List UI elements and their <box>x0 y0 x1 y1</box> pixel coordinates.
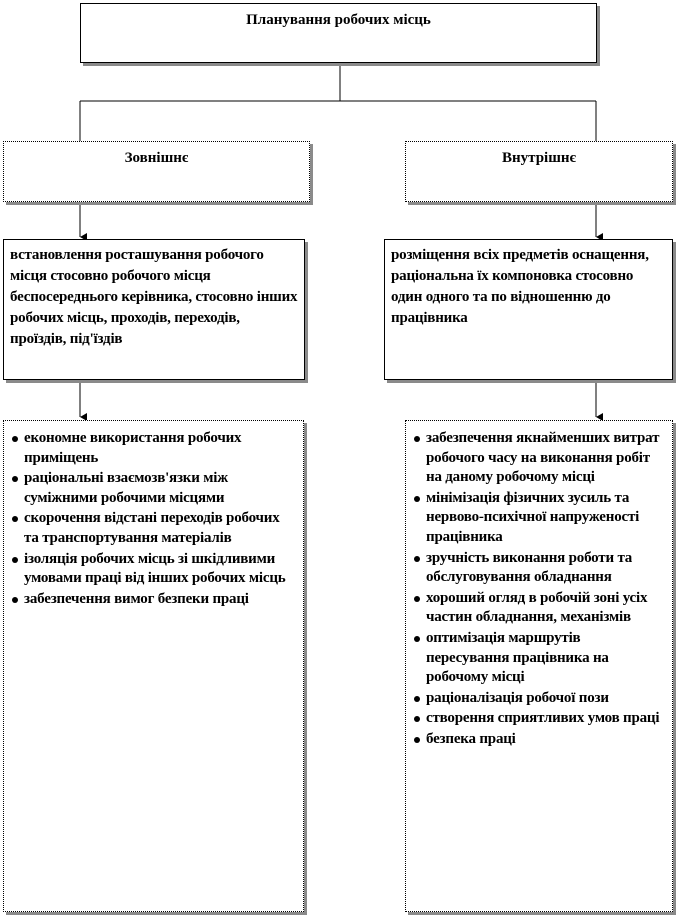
right-category-label: Внутрішнє <box>502 150 576 166</box>
list-item: економне використання робочих приміщень <box>12 429 297 468</box>
left-items-box <box>3 420 304 912</box>
root-title: Планування робочих місць <box>246 12 431 28</box>
bullet-icon <box>12 597 18 603</box>
right-category-box <box>405 141 673 202</box>
bullet-icon <box>414 696 420 702</box>
bullet-icon <box>12 516 18 522</box>
left-category-label: Зовнішнє <box>124 150 189 166</box>
bullet-icon <box>414 636 420 642</box>
bullet-icon <box>414 436 420 442</box>
list-item: мінімізація фізичних зусиль та нервово-психічної напруженості працівника <box>414 489 666 548</box>
list-item: створення сприятливих умов праці <box>414 709 666 729</box>
list-item: зручність виконання роботи та обслуговування обладнання <box>414 549 666 588</box>
list-item: забезпечення якнайменших витрат робочого часу на виконання робіт на даному робочому місці <box>414 429 666 488</box>
bullet-icon <box>414 737 420 743</box>
bullet-icon <box>414 716 420 722</box>
list-item: скорочення відстані переходів робочих та транспортування матеріалів <box>12 509 297 548</box>
bullet-icon <box>414 496 420 502</box>
right-items-box <box>405 420 673 912</box>
root-box <box>80 3 597 63</box>
bullet-icon <box>414 556 420 562</box>
bullet-icon <box>12 476 18 482</box>
right-items-list <box>406 421 672 750</box>
list-item: хороший огляд в робочій зоні усіх частин обладнання, механізмів <box>414 589 666 628</box>
right-description-box <box>384 239 673 380</box>
list-item: забезпечення вимог безпеки праці <box>12 590 297 610</box>
list-item: раціоналізація робочої пози <box>414 689 666 709</box>
bullet-icon <box>12 436 18 442</box>
list-item: ізоляція робочих місць зі шкідливими умовами праці від інших робочих місць <box>12 550 297 589</box>
right-description-text: розміщення всіх предметів оснащення, раціональна їх компоновка стосовно один одного та по відношенню до працівника <box>391 247 649 326</box>
bullet-icon <box>414 596 420 602</box>
list-item: оптимізація маршрутів пересування працівника на робочому місці <box>414 629 666 688</box>
list-item: раціональні взаємозв'язки між суміжними робочими місцями <box>12 469 297 508</box>
left-items-list <box>4 421 303 609</box>
left-category-box <box>3 141 310 202</box>
bullet-icon <box>12 557 18 563</box>
left-description-box <box>3 239 305 380</box>
list-item: безпека праці <box>414 730 666 750</box>
left-description-text: встановлення росташування робочого місця стосовно робочого місця беспосереднього керівника, стосовно інших робочих місць, проходів, переходів, проїздів, під'їздів <box>10 247 298 347</box>
